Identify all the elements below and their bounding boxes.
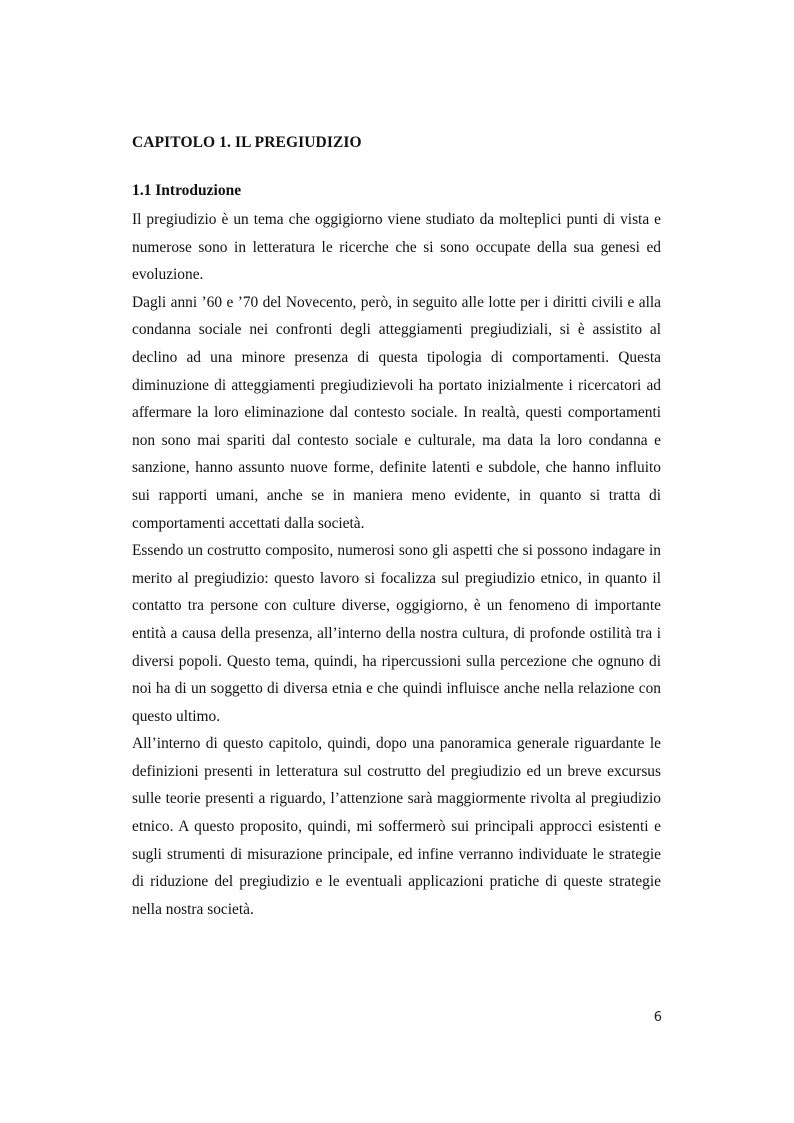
section-heading: 1.1 Introduzione xyxy=(132,182,242,199)
body-text xyxy=(132,206,661,923)
paragraph-2: Dagli anni ’60 e ’70 del Novecento, però, in seguito alle lotte per i diritti civili e alla condanna sociale nei confronti degli atteggiamenti pregiudiziali, si è assistito al declino ad una minore presenza di questa tipologia di comportamenti. Questa diminuzione di atteggiamenti pregiudizievoli ha portato inizialmente i ricercatori ad affermare la loro eliminazione dal contesto sociale. In realtà, questi comportamenti non sono mai spariti dal contesto sociale e culturale, ma data la loro condanna e sanzione, hanno assunto nuove forme, definite latenti e subdole, che hanno influito sui rapporti umani, anche se in maniera meno evidente, in quanto si tratta di comportamenti accettati dalla società. xyxy=(132,293,661,532)
paragraph-4: All’interno di questo capitolo, quindi, dopo una panoramica generale riguardante le definizioni presenti in letteratura sul costrutto del pregiudizio ed un breve excursus sulle teorie presenti a riguardo, l’attenzione sarà maggiormente rivolta al pregiudizio etnico. A questo proposito, quindi, mi soffermerò sui principali approcci esistenti e sugli strumenti di misurazione principale, ed infine verranno individuate le strategie di riduzione del pregiudizio e le eventuali applicazioni pratiche di queste strategie nella nostra società. xyxy=(132,735,661,918)
page-number: 6 xyxy=(653,1010,662,1025)
paragraph-3: Essendo un costrutto composito, numerosi sono gli aspetti che si possono indagare in merito al pregiudizio: questo lavoro si focalizza sul pregiudizio etnico, in quanto il contatto tra persone con culture diverse, oggigiorno, è un fenomeno di importante entità a causa della presenza, all’interno della nostra cultura, di profonde ostilità tra i diversi popoli. Questo tema, quindi, ha ripercussioni sulla percezione che ognuno di noi ha di un soggetto di diversa etnia e che quindi influisce anche nella relazione con questo ultimo. xyxy=(132,542,661,725)
chapter-title: CAPITOLO 1. IL PREGIUDIZIO xyxy=(132,134,362,151)
paragraph-1: Il pregiudizio è un tema che oggigiorno viene studiato da molteplici punti di vista e numerose sono in letteratura le ricerche che si sono occupate della sua genesi ed evoluzione. xyxy=(132,211,661,284)
